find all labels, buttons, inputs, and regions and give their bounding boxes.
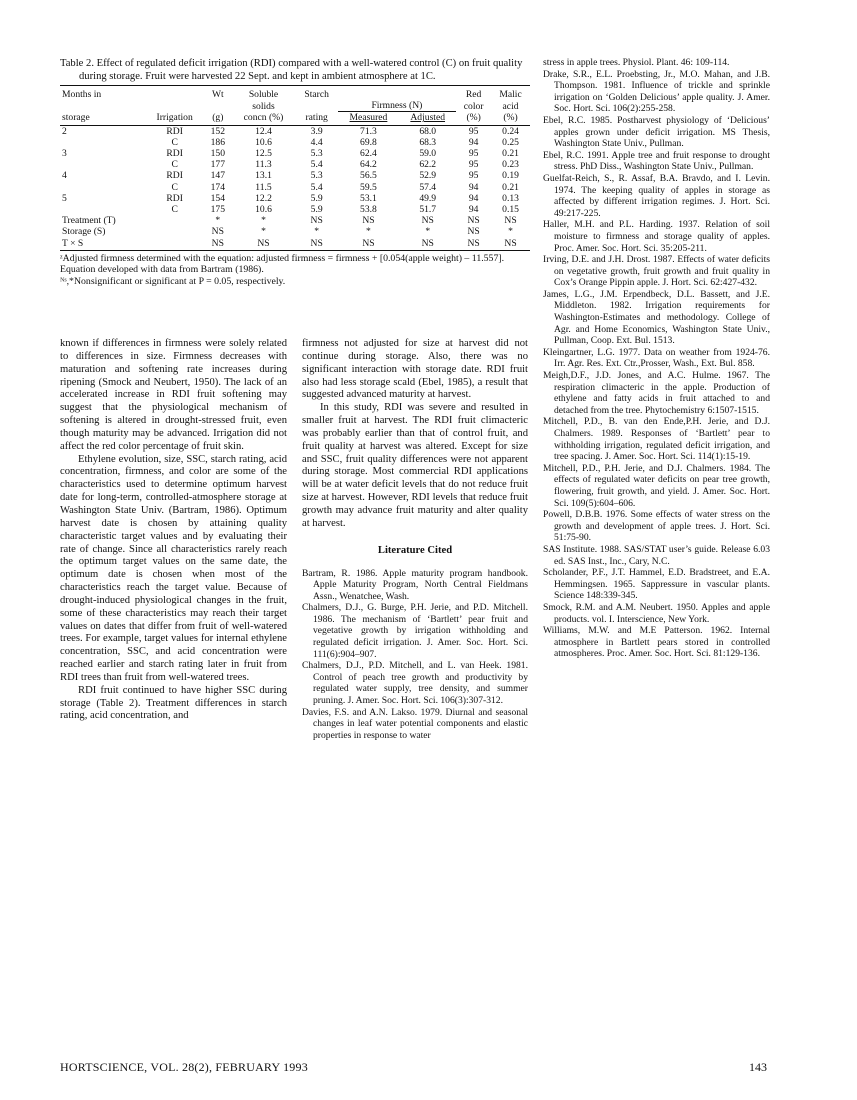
- col-measured-head: Measured: [338, 112, 400, 125]
- table-cell: 62.2: [419, 159, 437, 171]
- table-cell: RDI: [166, 148, 183, 160]
- table-cell: 52.9: [419, 170, 437, 182]
- table-cell: NS: [504, 215, 517, 227]
- table-cell: 150: [210, 148, 225, 160]
- table-cell: 12.2: [255, 192, 272, 204]
- table-cell: 0.13: [502, 192, 519, 204]
- table-cell: 154: [210, 192, 225, 204]
- table-cell: [60, 137, 145, 148]
- table-cell: NS: [362, 215, 375, 227]
- table-cell: 0.19: [502, 170, 519, 182]
- table-cell: 95: [468, 159, 479, 171]
- table-row: [60, 193, 530, 204]
- literature-cited-heading: Literature Cited: [377, 544, 453, 556]
- quality-table: [60, 85, 530, 251]
- table-cell: RDI: [166, 125, 183, 137]
- col-wt-head-1: Wt: [204, 86, 231, 101]
- table-cell: NS: [456, 238, 491, 251]
- table-cell: NS: [491, 238, 530, 251]
- reference: Meigh,D.F., J.D. Jones, and A.C. Hulme. 1967. The respiration climacteric in the apple. Production of ethylene and fatty acids in fruit attached to and detached from the tree. Phytochemistry 6:1507-1515.: [543, 370, 770, 416]
- col-red-head-1: Red: [456, 86, 491, 101]
- table-cell: 94: [468, 136, 479, 148]
- table-cell: 5.4: [310, 181, 323, 193]
- table-cell: NS: [421, 215, 434, 227]
- reference: Haller, M.H. and P.L. Harding. 1937. Relation of soil moisture to firmness and storage quality of apples. Proc. Amer. Soc. Hort. Sci. 35:205-211.: [543, 219, 770, 254]
- reference: Drake, S.R., E.L. Proebsting, Jr., M.O. Mahan, and J.B. Thompson. 1981. Influence of trickle and sprinkle irrigation on ‘Golden Delicious’ apple quality. J. Amer. Soc. Hort. Sci. 106(2):255-258.: [543, 68, 770, 115]
- paragraph: firmness not adjusted for size at harvest did not continue during storage. Also, there was no significant interaction with storage date. RDI fruit also had less storage scald (Ebel, 1985), a result that suggested advanced maturity at harvest.: [302, 338, 528, 401]
- reference: James, L.G., J.M. Erpendbeck, D.L. Bassett, and J.E. Middleton. 1982. Irrigation requirements for Washington-Estimates and methodology. College of Agr. and Home Economics, Washington State Univ., Pullman, Coop. Ext. Bul. 1513.: [543, 288, 770, 347]
- col-red-head-2: color: [463, 100, 484, 112]
- table-cell: NS: [204, 238, 231, 251]
- reference: Mitchell, P.D., P.H. Jerie, and D.J. Chalmers. 1984. The effects of regulated water deficits on pear tree growth, flowering, fruit growth, and yield. J. Amer. Soc. Hort. Sci. 109(5):604–606.: [543, 462, 770, 509]
- reference: Chalmers, D.J., G. Burge, P.H. Jerie, and P.D. Mitchell. 1986. The mechanism of ‘Bartlett’ pear fruit and vegetative growth by irrigation withholding and regulated deficit irrigation. J. Amer. Soc. Hort. Sci. 111(6):904–907.: [302, 602, 528, 660]
- reference: SAS Institute. 1988. SAS/STAT user’s guide. Release 6.03 ed. SAS Inst., Inc., Cary, N.C.: [543, 543, 770, 567]
- table-cell: NS: [310, 215, 323, 227]
- table-cell: *: [508, 226, 513, 238]
- table-cell: NS: [467, 215, 480, 227]
- reference: Bartram, R. 1986. Apple maturity program handbook. Apple Maturity Program, North Central Fieldmans Assn., Wenatchee, Wash.: [302, 567, 528, 602]
- table-cell: 147: [210, 170, 225, 182]
- table-cell: 12.5: [255, 148, 272, 160]
- table-row: [60, 148, 530, 159]
- table-cell: 11.3: [255, 159, 272, 171]
- table-cell: 68.0: [419, 125, 437, 137]
- table-cell: 175: [210, 204, 225, 216]
- col-ssc-head-2: solids: [252, 100, 275, 112]
- table-row: [60, 159, 530, 170]
- table-cell: 0.21: [502, 148, 519, 160]
- table-cell: RDI: [166, 170, 183, 182]
- table-cell: 59.5: [360, 181, 377, 193]
- table-cell: 177: [210, 159, 225, 171]
- reference: Smock, R.M. and A.M. Neubert. 1950. Apples and apple products. vol. I. Interscience, New York.: [543, 601, 770, 625]
- table-cell: NS: [211, 226, 224, 238]
- reference: Mitchell, P.D., B. van den Ende,P.H. Jerie, and D.J. Chalmers. 1989. Responses of ‘Bartlett’ pear to withholding irrigation, regulated deficit irrigation, and tree spacing. J. Amer. Soc. Hort. Sci. 114(1):15-19.: [543, 416, 770, 463]
- table-cell: 0.25: [502, 136, 519, 148]
- table-cell: 51.7: [419, 204, 437, 216]
- table-cell: 4: [62, 170, 67, 182]
- table-cell: *: [261, 226, 266, 238]
- table-cell: [60, 159, 145, 170]
- col-malic-head-2: acid: [502, 100, 519, 112]
- table-cell: NS: [399, 238, 456, 251]
- table-cell: 5: [62, 192, 67, 204]
- table-cell: 174: [210, 181, 225, 193]
- table-cell: 0.21: [502, 181, 519, 193]
- table-cell: T × S: [60, 238, 145, 251]
- table-row: [60, 137, 530, 148]
- table-caption-line1: Table 2. Effect of regulated deficit irrigation (RDI) compared with a well-watered control (C) on fruit quality: [60, 58, 523, 69]
- table-cell: NS: [296, 238, 338, 251]
- reference: Davies, F.S. and A.N. Lakso. 1979. Diurnal and seasonal changes in leaf water potential components and elastic properties in response to water: [302, 706, 528, 741]
- table-cell: C: [171, 136, 178, 148]
- text-column-2: [302, 338, 528, 741]
- table-cell: NS: [338, 238, 400, 251]
- table-cell: 10.6: [255, 136, 272, 148]
- table-cell: 2: [62, 125, 67, 137]
- table-cell: *: [366, 226, 371, 238]
- reference: Powell, D.B.B. 1976. Some effects of water stress on the growth and development of apple trees. J. Hort. Sci. 51:75-90.: [543, 509, 770, 544]
- table-cell: 95: [468, 125, 479, 137]
- table-caption-line2: during storage. Fruit were harvested 22 Sept. and kept in ambient atmosphere at 1C.: [79, 70, 436, 82]
- reference: Kleingartner, L.G. 1977. Data on weather from 1924-76. Irr. Agr. Res. Ext. Ctr.,Prosser, Wash., Ext. Bul. 858.: [543, 346, 770, 370]
- table-cell: [145, 226, 204, 237]
- table-cell: 95: [468, 148, 479, 160]
- col-ssc-head-1: Soluble: [231, 86, 295, 101]
- table-cell: 0.23: [502, 159, 519, 171]
- table-cell: 5.9: [310, 192, 323, 204]
- table-cell: 59.0: [419, 148, 437, 160]
- table-cell: Storage (S): [62, 226, 106, 238]
- table-cell: 95: [468, 170, 479, 182]
- table-row: [60, 125, 530, 137]
- col-adjusted-head: Adjusted: [399, 112, 456, 125]
- table-cell: *: [314, 226, 320, 238]
- table-cell: 3.9: [310, 125, 323, 137]
- table-cell: 5.4: [310, 159, 323, 171]
- table-footnote-adjusted: ᶻAdjusted firmness determined with the equation: adjusted firmness = firmness + [0.054(apple weight) – 11.557]. Equation developed with data from Bartram (1986).: [60, 252, 505, 276]
- table-row: [60, 238, 530, 251]
- col-malic-head-3: (%): [491, 112, 530, 125]
- table-cell: [60, 204, 145, 215]
- table-cell: NS: [467, 226, 480, 238]
- table-row: [60, 182, 530, 193]
- reference: Williams, M.W. and M.E Patterson. 1962. Internal atmosphere in Bartlett pears stored in controlled atmospheres. Proc. Amer. Soc. Hort. Sci. 81:129-136.: [543, 625, 770, 660]
- table-cell: 5.3: [310, 170, 323, 182]
- col-ssc-head-3: concn (%): [231, 112, 295, 125]
- reference: Irving, D.E. and J.H. Drost. 1987. Effects of water deficits on vegetative growth, fruit growth and fruit quality in Cox’s Orange Pippin apple. J. Hort. Sci. 62:427-432.: [543, 254, 770, 289]
- col-red-head-3: (%): [456, 112, 491, 125]
- reference: stress in apple trees. Physiol. Plant. 46: 109-114.: [543, 57, 730, 68]
- table-cell: 68.3: [419, 136, 437, 148]
- table-cell: 3: [62, 148, 67, 160]
- table-cell: 53.8: [360, 204, 377, 216]
- col-malic-head-1: Malic: [491, 86, 530, 101]
- table-row: [60, 170, 530, 181]
- table-cell: 12.4: [255, 125, 272, 137]
- text-column-3: [543, 57, 770, 660]
- table-cell: 0.24: [502, 125, 519, 137]
- table-cell: 69.8: [360, 136, 377, 148]
- reference: Chalmers, D.J., P.D. Mitchell, and L. van Heek. 1981. Control of peach tree growth and productivity by regulated water supply, tree density, and summer pruning. J. Amer. Soc. Hort. Sci. 106(3):307-312.: [302, 660, 528, 707]
- table-cell: 0.15: [502, 204, 519, 216]
- reference: Guelfat-Reich, S., R. Assaf, B.A. Bravdo, and I. Levin. 1974. The keeping quality of apples in storage as affected by different irrigation regimes. J. Hort. Sci. 49:217-225.: [543, 172, 770, 219]
- table-cell: 10.6: [255, 204, 272, 216]
- table-cell: 94: [468, 192, 479, 204]
- text-column-1: [60, 338, 287, 723]
- table-row: [60, 204, 530, 215]
- table-cell: [145, 238, 204, 251]
- journal-footer: HORTSCIENCE, VOL. 28(2), FEBRUARY 1993: [60, 1060, 308, 1074]
- table-cell: Treatment (T): [62, 215, 116, 227]
- table-cell: C: [171, 159, 178, 171]
- col-starch-head-2: rating: [296, 112, 338, 125]
- table-caption: [60, 58, 530, 83]
- table-cell: 4.4: [310, 136, 323, 148]
- table-footnote-significance: ᴺˢ,*Nonsignificant or significant at P = 0.05, respectively.: [60, 276, 286, 288]
- paragraph: RDI fruit continued to have higher SSC during storage (Table 2). Treatment differences in starch rating, acid concentration, and: [60, 684, 287, 722]
- table-cell: *: [261, 215, 266, 227]
- table-cell: C: [171, 181, 178, 193]
- table-cell: 11.5: [255, 181, 272, 193]
- table-cell: 57.4: [419, 181, 437, 193]
- table-cell: 94: [468, 204, 479, 216]
- col-irrigation-head: Irrigation: [145, 112, 204, 125]
- col-firmness-head: Firmness (N): [338, 100, 457, 112]
- table-cell: *: [215, 215, 221, 227]
- table-cell: *: [425, 226, 431, 238]
- table-cell: C: [171, 204, 178, 216]
- table-footnotes: [60, 253, 530, 288]
- table-cell: 5.9: [310, 204, 323, 216]
- table-cell: 71.3: [360, 125, 377, 137]
- table-cell: 186: [210, 136, 225, 148]
- paragraph: In this study, RDI was severe and resulted in smaller fruit at harvest. The RDI fruit climacteric was probably earlier than that of control fruit, and fruit quality at harvest was altered. Except for size and SSC, fruit quality differences were not apparent during storage. Most commercial RDI applications will be at water deficit levels that do not reduce fruit size at harvest. However, RDI levels that reduce fruit growth may advance fruit maturity and alter quality at harvest.: [302, 402, 528, 529]
- col-months-head-1: Months in: [60, 86, 145, 101]
- paragraph: Ethylene evolution, size, SSC, starch rating, acid concentration, firmness, and color are some of the characteristics used to determine optimum harvest date for long-term, controlled-atmosphere storage at Washington State Univ. (Bartram, 1986). Optimum harvest date is chosen by attaining quality characteristic target values and by evaluating their rate of change. Since all characteristics rarely reach the optimum target values on the same date, the optimum date is chosen when most of the characteristics reach the target value. Because of drought-induced physiological changes in the fruit, some of these characteristics may reach their target values on dates that differ from fruit of well-watered trees. For example, target values for internal ethylene concentration, SSC, and acid concentration were reached earlier and starch rating later in fruit from RDI trees than fruit from well-watered trees.: [60, 453, 287, 683]
- table-row: [60, 215, 530, 226]
- table-cell: 56.5: [360, 170, 377, 182]
- table-cell: 53.1: [360, 192, 377, 204]
- reference: Ebel, R.C. 1985. Postharvest physiology of ‘Delicious’ apples grown under deficit irrigation. MS Thesis, Washington State Univ., Pullman.: [543, 114, 770, 150]
- table-cell: RDI: [166, 192, 183, 204]
- col-starch-head-1: Starch: [296, 86, 338, 101]
- table-cell: 64.2: [360, 159, 377, 171]
- table-cell: [60, 182, 145, 193]
- table-cell: NS: [231, 238, 295, 251]
- page-number: 143: [749, 1060, 767, 1074]
- table-cell: 152: [210, 125, 225, 137]
- table-cell: 94: [468, 181, 479, 193]
- col-months-head-2: storage: [60, 112, 145, 125]
- reference: Ebel, R.C. 1991. Apple tree and fruit response to drought stress. PhD Diss., Washington State Univ., Pullman.: [543, 149, 770, 173]
- table-cell: [145, 215, 204, 226]
- table-cell: 5.3: [310, 148, 323, 160]
- table-cell: 13.1: [255, 170, 272, 182]
- reference: Scholander, P.F., J.T. Hammel, E.D. Bradstreet, and E.A. Hemmingsen. 1965. Sappressure in vascular plants. Science 148:339-345.: [543, 567, 770, 602]
- table-cell: 62.4: [360, 148, 377, 160]
- table-2: [60, 58, 530, 288]
- table-cell: 49.9: [419, 192, 437, 204]
- table-row: [60, 226, 530, 237]
- col-wt-head-2: (g): [204, 112, 231, 125]
- paragraph: known if differences in firmness were solely related to differences in size. Firmness decreases with maturation and softening rate increases during ripening (Smock and Neubert, 1950). The lack of an accelerated increase in RDI fruit softening may suggest that the physiological mechanism of softening is altered in drought-stressed fruit, even though maturity may be advanced. Irrigation did not affect the red color percentage of fruit skin.: [60, 338, 287, 452]
- table-body: [60, 125, 530, 250]
